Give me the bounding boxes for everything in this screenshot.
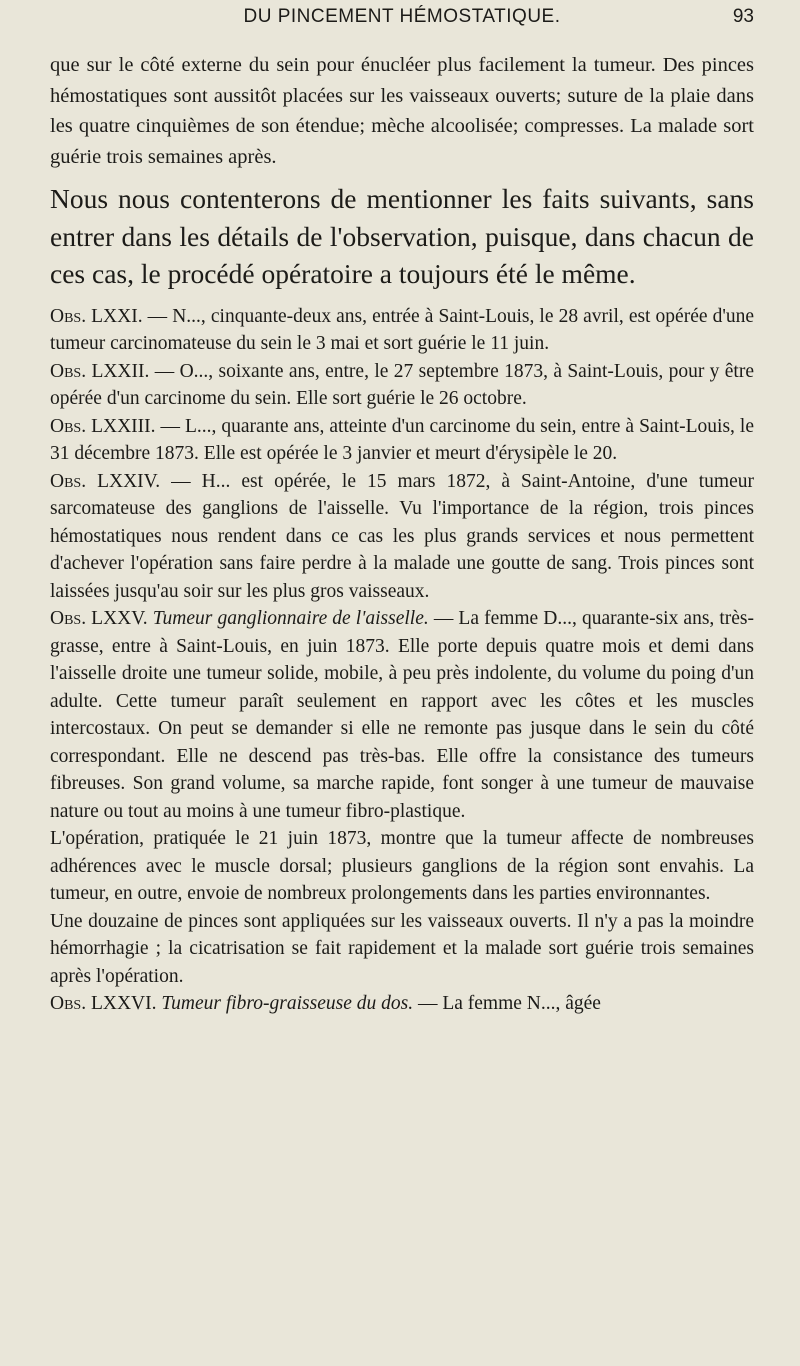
observation-label: Obs. LXXVI.	[50, 993, 157, 1014]
observation-title: Tumeur fibro-graisseuse du dos.	[161, 993, 414, 1014]
observation-71	[50, 303, 754, 358]
observation-text: — H... est opérée, le 15 mars 1872, à Saint-Antoine, d'une tumeur sarcomateuse des ganglions de l'aisselle. Vu l'importance de la région, trois pinces hémostatiques nous rendent dans ce cas les plus grands services et nous permettent d'achever l'opération sans faire perdre à la malade une goutte de sang. Trois pinces sont laissées jusqu'au soir sur les plus gros vaisseaux.	[50, 470, 754, 602]
observation-label: Obs. LXXI.	[50, 305, 143, 327]
observation-text: — O..., soixante ans, entre, le 27 septembre 1873, à Saint-Louis, pour y être opérée d'un carcinome du sein. Elle sort guérie le 26 octobre.	[50, 360, 754, 409]
observation-text: — La femme D..., quarante-six ans, très-grasse, entre à Saint-Louis, en juin 1873. Elle porte depuis quatre mois et demi dans l'aisselle droite une tumeur solide, mobile, à peu près indolente, du volume du poing d'un adulte. Cette tumeur paraît seulement en rapport avec les côtes et les muscles intercostaux. On peut se demander si elle ne remonte pas jusque dans le sein du côté correspondant. Elle ne descend pas très-bas. Elle offre la consistance des tumeurs fibreuses. Son grand volume, sa marche rapide, font songer à une tumeur de mauvaise nature ou tout au moins à une tumeur fibro-plastique.	[50, 608, 755, 822]
observation-label: Obs. LXXIV.	[50, 470, 161, 492]
page-body	[50, 50, 754, 1018]
observation-label: Obs. LXXIII.	[50, 415, 156, 437]
observation-75-outcome: Une douzaine de pinces sont appliquées sur les vaisseaux ouverts. Il n'y a pas la moindre hémorrhagie ; la cicatrisation se fait rapidement et la malade sort guérie trois semaines après l'opération.	[50, 910, 754, 987]
observation-76	[50, 990, 754, 1018]
observation-text: — L..., quarante ans, atteinte d'un carcinome du sein, entre à Saint-Louis, le 31 décembre 1873. Elle est opérée le 3 janvier et meurt d'érysipèle le 20.	[50, 415, 754, 464]
observation-75	[50, 605, 754, 825]
observation-label: Obs. LXXII.	[50, 360, 150, 382]
observation-75-operation: L'opération, pratiquée le 21 juin 1873, montre que la tumeur affecte de nombreuses adhérences avec le muscle dorsal; plusieurs ganglions de la région sont envahis. La tumeur, en outre, envoie de nombreux prolongements dans les parties environnantes.	[50, 828, 754, 904]
paragraph-intro: Nous nous contenterons de mentionner les faits suivants, sans entrer dans les détails de l'observation, puisque, dans chacun de ces cas, le procédé opératoire a toujours été le même.	[50, 183, 754, 289]
observation-74	[50, 468, 754, 606]
observation-73	[50, 413, 754, 468]
page-header	[50, 6, 754, 42]
observation-text: — La femme N..., âgée	[413, 993, 601, 1014]
observation-72	[50, 358, 754, 413]
page-number: 93	[732, 6, 754, 27]
observation-text: — N..., cinquante-deux ans, entrée à Saint-Louis, le 28 avril, est opérée d'une tumeur carcinomateuse du sein le 3 mai et sort guérie le 11 juin.	[50, 305, 754, 354]
running-title: DU PINCEMENT HÉMOSTATIQUE.	[243, 6, 561, 27]
observation-title: Tumeur ganglionnaire de l'aisselle.	[152, 608, 429, 629]
paragraph-continuation: que sur le côté externe du sein pour énucléer plus facilement la tumeur. Des pinces hémostatiques sont aussitôt placées sur les vaisseaux ouverts; suture de la plaie dans les quatre cinquièmes de son étendue; mèche alcoolisée; compresses. La malade sort guérie trois semaines après.	[50, 54, 754, 168]
observation-label: Obs. LXXV.	[50, 608, 148, 629]
